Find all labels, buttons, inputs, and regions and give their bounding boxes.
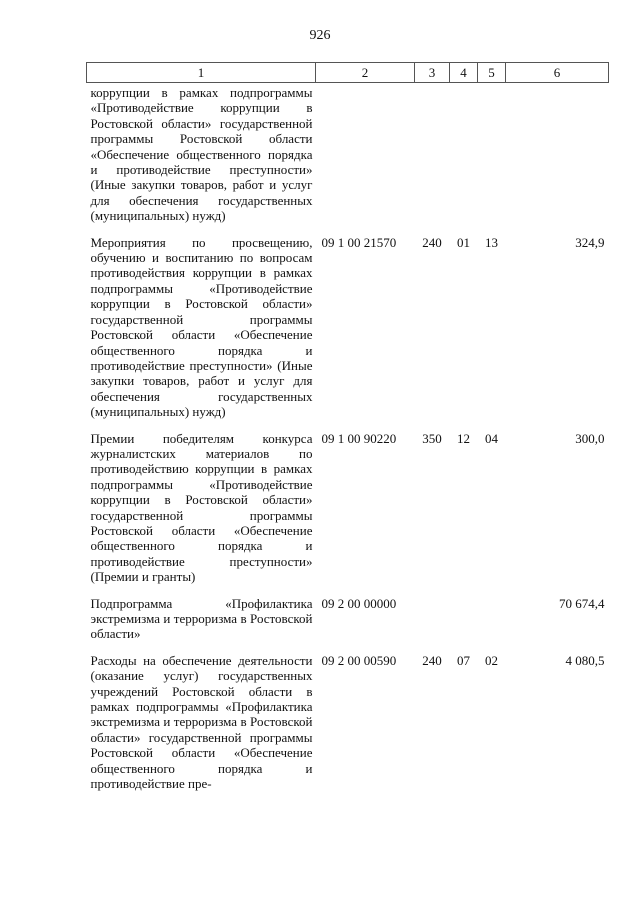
row-col3 [415,83,450,230]
table-row [87,230,609,426]
column-header: 6 [506,63,609,83]
row-description: коррупции в рамках подпрограммы «Противодействие коррупции в Ростовской области» государственной программы Ростовской области «Обеспечение общественного порядка и противодействие преступности» (Иные закупки товаров, работ и услуг для обеспечения государственных (муниципальных) нужд) [90,85,313,224]
table-row [87,591,609,648]
budget-table [86,62,609,797]
row-col4: 07 [457,652,470,668]
row-col4 [450,591,478,648]
row-col5: 04 [485,430,498,446]
row-col5 [478,591,506,648]
row-amount: 300,0 [575,430,605,446]
row-code: 09 1 00 21570 [321,234,397,250]
row-col4: 12 [457,430,470,446]
row-code [316,83,415,230]
column-header: 5 [478,63,506,83]
table-row [87,648,609,798]
row-col5: 02 [485,652,498,668]
row-amount: 324,9 [575,234,605,250]
row-col4 [450,83,478,230]
table-row [87,83,609,230]
row-amount: 4 080,5 [565,652,605,668]
row-amount [506,83,609,230]
table-row [87,426,609,591]
row-description: Премии победителям конкурса журналистских материалов по противодействию коррупции в рамках подпрограммы «Противодействие коррупции в Ростовской области» государственной программы Ростовской области «Обеспечение общественного порядка и противодействие преступности» (Премии и гранты) [90,430,313,585]
row-description: Расходы на обеспечение деятельности (оказание услуг) государственных учреждений Ростовской области в рамках подпрограммы «Профилактика экстремизма и терроризма в Ростовской области» государственной программы Ростовской области «Обеспечение общественного порядка и противодействие пре- [90,652,313,792]
row-col5: 13 [485,234,498,250]
column-header: 1 [87,63,316,83]
row-code: 09 2 00 00590 [321,652,397,668]
row-col4: 01 [457,234,470,250]
row-code: 09 1 00 90220 [321,430,397,446]
row-col3: 240 [422,234,442,250]
row-code: 09 2 00 00000 [321,595,397,611]
page-number: 926 [309,28,331,43]
row-description: Подпрограмма «Профилактика экстремизма и терроризма в Ростовской области» [90,595,313,642]
row-col3 [415,591,450,648]
row-col3: 240 [422,652,442,668]
column-header: 2 [316,63,415,83]
table-header-row [87,63,609,83]
row-col3: 350 [422,430,442,446]
column-header: 3 [415,63,450,83]
row-description: Мероприятия по просвещению, обучению и воспитанию по вопросам противодействия коррупции в рамках подпрограммы «Противодействие коррупции в Ростовской области» государственной программы Ростовской области «Обеспечение общественного порядка и противодействие преступности» (Иные закупки товаров, работ и услуг для обеспечения государственных (муниципальных) нужд) [90,234,313,420]
row-amount: 70 674,4 [559,595,605,611]
column-header: 4 [450,63,478,83]
row-col5 [478,83,506,230]
